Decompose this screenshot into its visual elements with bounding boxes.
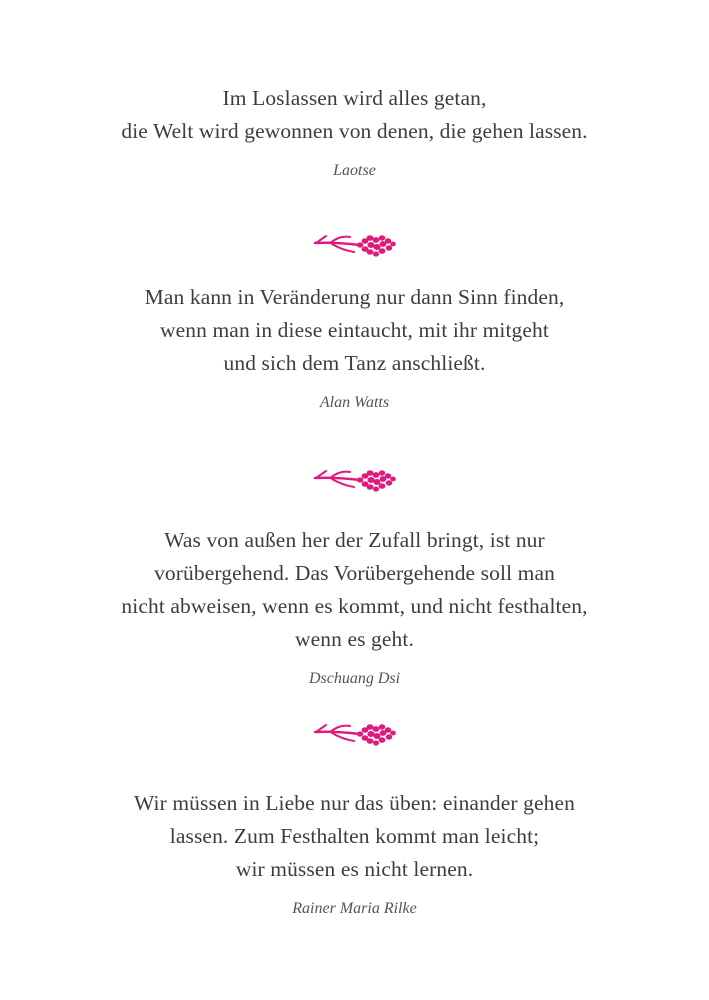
quote-dschuang-dsi xyxy=(0,524,709,689)
quote-line: und sich dem Tanz anschließt. xyxy=(223,351,486,375)
lavender-sprig-icon xyxy=(312,465,396,493)
quote-line: wenn man in diese eintaucht, mit ihr mitgeht xyxy=(160,318,549,342)
lavender-sprig-icon xyxy=(312,719,396,747)
quote-author: Rainer Maria Rilke xyxy=(292,900,417,917)
quote-line: Was von außen her der Zufall bringt, ist nur xyxy=(164,528,545,552)
quote-rilke xyxy=(0,787,709,919)
quote-line: die Welt wird gewonnen von denen, die gehen lassen. xyxy=(121,119,588,143)
quote-line: wir müssen es nicht lernen. xyxy=(235,857,474,881)
quote-line: Wir müssen in Liebe nur das üben: einander gehen xyxy=(134,791,575,815)
quote-author: Alan Watts xyxy=(319,394,390,411)
quote-author: Laotse xyxy=(333,162,376,179)
quote-line: Im Loslassen wird alles getan, xyxy=(222,86,487,110)
quote-line: vorübergehend. Das Vorübergehende soll man xyxy=(154,561,555,585)
quote-line: lassen. Zum Festhalten kommt man leicht; xyxy=(169,824,540,848)
quote-line: nicht abweisen, wenn es kommt, und nicht festhalten, xyxy=(121,594,588,618)
quote-alan-watts xyxy=(0,281,709,413)
quote-line: Man kann in Veränderung nur dann Sinn finden, xyxy=(144,285,565,309)
lavender-sprig-icon xyxy=(312,230,396,258)
quote-author: Dschuang Dsi xyxy=(308,670,401,687)
quote-line: wenn es geht. xyxy=(295,627,414,651)
quote-laotse xyxy=(0,82,709,181)
